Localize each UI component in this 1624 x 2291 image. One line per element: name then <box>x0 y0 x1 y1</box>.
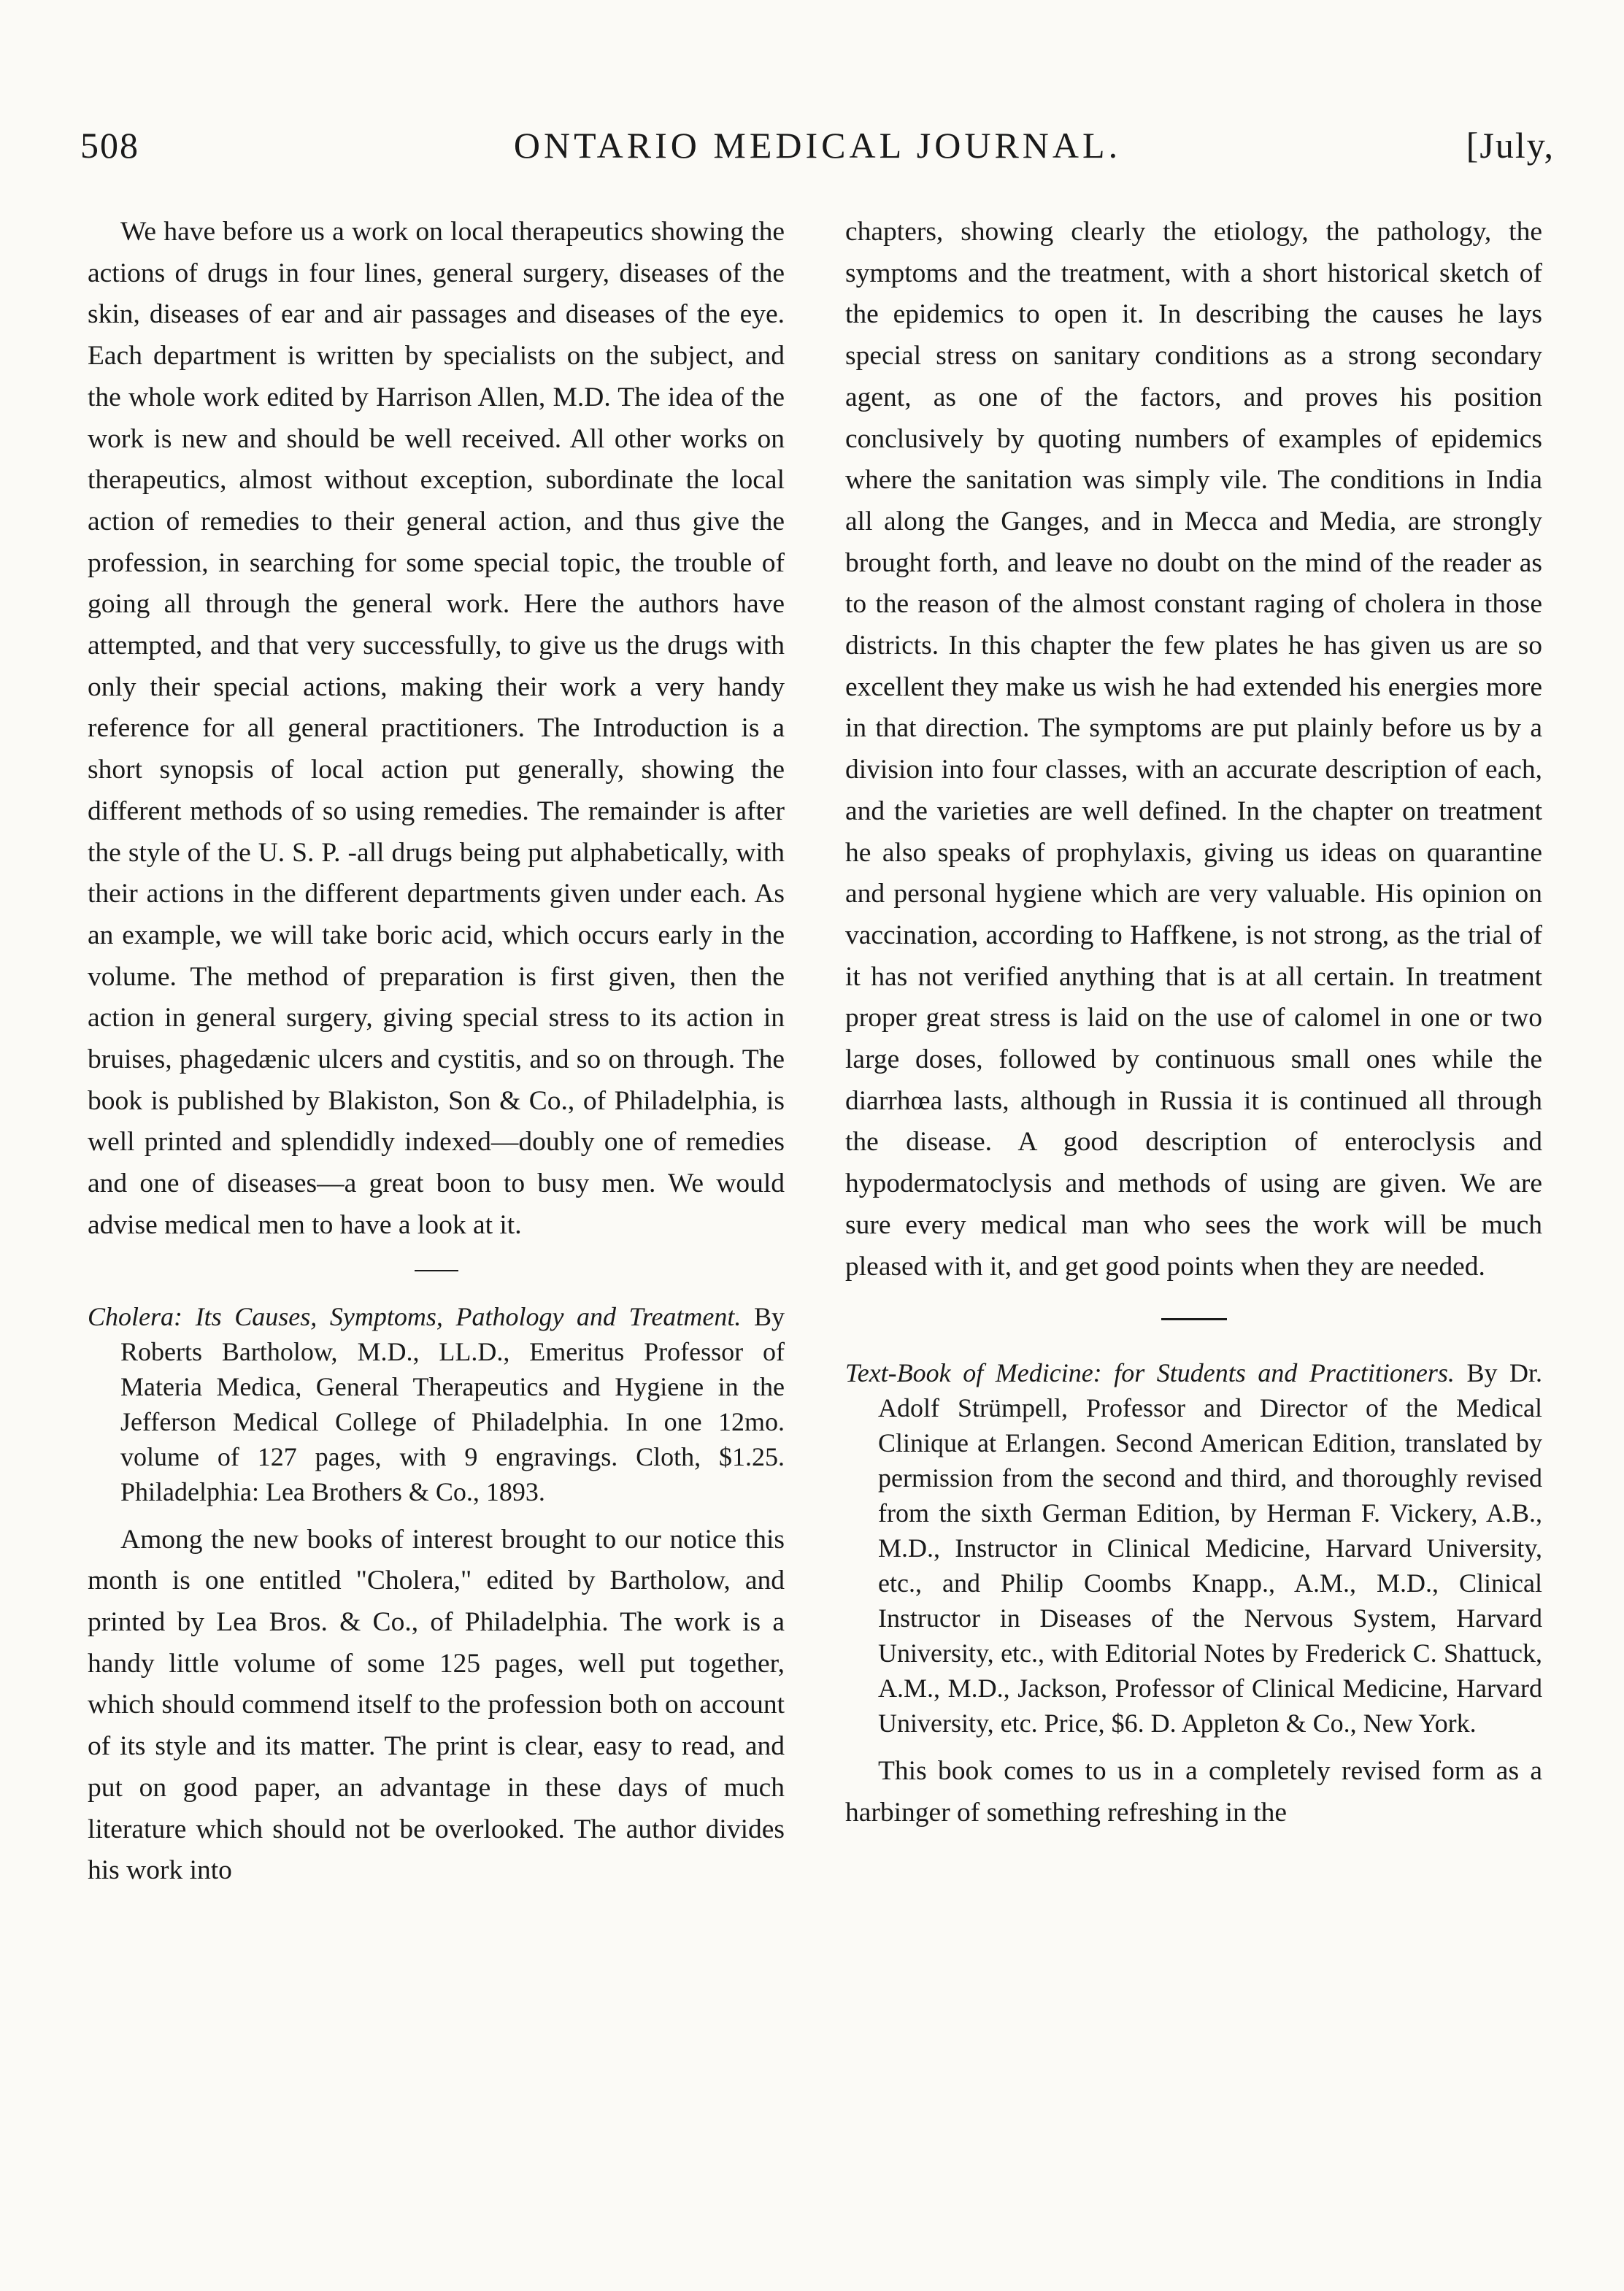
left-column <box>88 212 785 2255</box>
cholera-citation <box>88 1299 785 1509</box>
cholera-book-title: Cholera: Its Causes, Symptoms, Pathology and Treatment. <box>88 1301 742 1331</box>
issue-month: [July, <box>1466 125 1555 166</box>
page-number: 508 <box>80 125 139 166</box>
textbook-title: Text-Book of Medicine: for Students and Practitioners. <box>845 1358 1455 1388</box>
review-local-therapeutics-body: We have before us a work on local therapeutics showing the actions of drugs in four lines, general surgery, diseases of the skin, diseases of ear and air passages and diseases of the eye. Each department is written by specialists on the subject, and the whole work edited by Harrison Allen, M.D. The idea of the work is new and should be well received. All other works on therapeutics, almost without exception, subordinate the local action of remedies to their general action, and thus give the profession, in searching for some special topic, the trouble of going all through the general work. Here the authors have attempted, and that very successfully, to give us the drugs with only their special actions, making their work a very handy reference for all general practitioners. The Introduction is a short synopsis of local action put generally, showing the different methods of so using remedies. The remainder is after the style of the U. S. P. -all drugs being put alphabetically, with their actions in the different departments given under each. As an example, we will take boric acid, which occurs early in the volume. The method of preparation is first given, then the action in general surgery, giving special stress to its action in bruises, phagedænic ulcers and cystitis, and so on through. The book is published by Blakiston, Son & Co., of Philadelphia, is well printed and splendidly indexed—doubly one of remedies and one of diseases—a great boon to busy men. We would advise medical men to have a look at it. <box>88 217 785 1240</box>
cholera-book-byline: By Roberts Bartholow, M.D., LL.D., Emeritus Professor of Materia Medica, General Therapeutics and Hygiene in the Jefferson Medical College of Philadelphia. In one 12mo. volume of 127 pages, with 9 engravings. Cloth, $1.25. Philadelphia: Lea Brothers & Co., 1893. <box>120 1301 785 1506</box>
running-header <box>80 109 1555 168</box>
textbook-byline: By Dr. Adolf Strümpell, Professor and Director of the Medical Clinique at Erlangen. Second American Edition, translated by permission from the second and third, and thoroughly revised from the sixth German Edition, by Herman F. Vickery, A.B., M.D., Instructor in Clinical Medicine, Harvard University, etc., and Philip Coombs Knapp., A.M., M.D., Clinical Instructor in Diseases of the Nervous System, Harvard University, etc., with Editorial Notes by Frederick C. Shattuck, A.M., M.D., Jackson, Professor of Clinical Medicine, Harvard University, etc. Price, $6. D. Appleton & Co., New York. <box>878 1358 1542 1739</box>
cholera-review-body: Among the new books of interest brought to our notice this month is one entitled "Cholera," edited by Bartholow, and printed by Lea Bros. & Co., of Philadelphia. The work is a handy little volume of some 125 pages, well put together, which should commend itself to the profession both on account of its style and its matter. The print is clear, easy to read, and put on good paper, an advantage in these days of much literature which should not be overlooked. The author divides his work into <box>88 1524 785 1886</box>
section-divider <box>415 1270 458 1271</box>
journal-title: ONTARIO MEDICAL JOURNAL. <box>513 125 1122 166</box>
textbook-citation <box>845 1355 1542 1741</box>
cholera-review-body-continued: chapters, showing clearly the etiology, the pathology, the symptoms and the treatment, with a short historical sketch of the epidemics to open it. In describing the causes he lays special stress on sanitary conditions as a strong secondary agent, as one of the factors, and proves his position conclusively by quoting numbers of examples of epidemics where the sanitation was simply vile. The conditions in India all along the Ganges, and in Mecca and Media, are strongly brought forth, and leave no doubt on the mind of the reader as to the reason of the almost constant raging of cholera in those districts. In this chapter the few plates he has given us are so excellent they make us wish he had extended his energies more in that direction. The symptoms are put plainly before us by a division into four classes, with an accurate description of each, and the varieties are well defined. In the chapter on treatment he also speaks of prophylaxis, giving us ideas on quarantine and personal hygiene which are very valuable. His opinion on vaccination, according to Haffkene, is not strong, as the trial of it has not verified anything that is at all certain. In treatment proper great stress is laid on the use of calomel in one or two large doses, followed by continuous small ones while the diarrhœa lasts, although in Russia it is continued all through the disease. A good description of enteroclysis and hypodermatoclysis and methods of using are given. We are sure every medical man who sees the work will be much pleased with it, and get good points when they are needed. <box>845 217 1542 1282</box>
right-column <box>845 212 1542 2255</box>
section-divider <box>1161 1318 1227 1320</box>
textbook-review-body: This book comes to us in a completely revised form as a harbinger of something refreshing in the <box>845 1756 1542 1828</box>
